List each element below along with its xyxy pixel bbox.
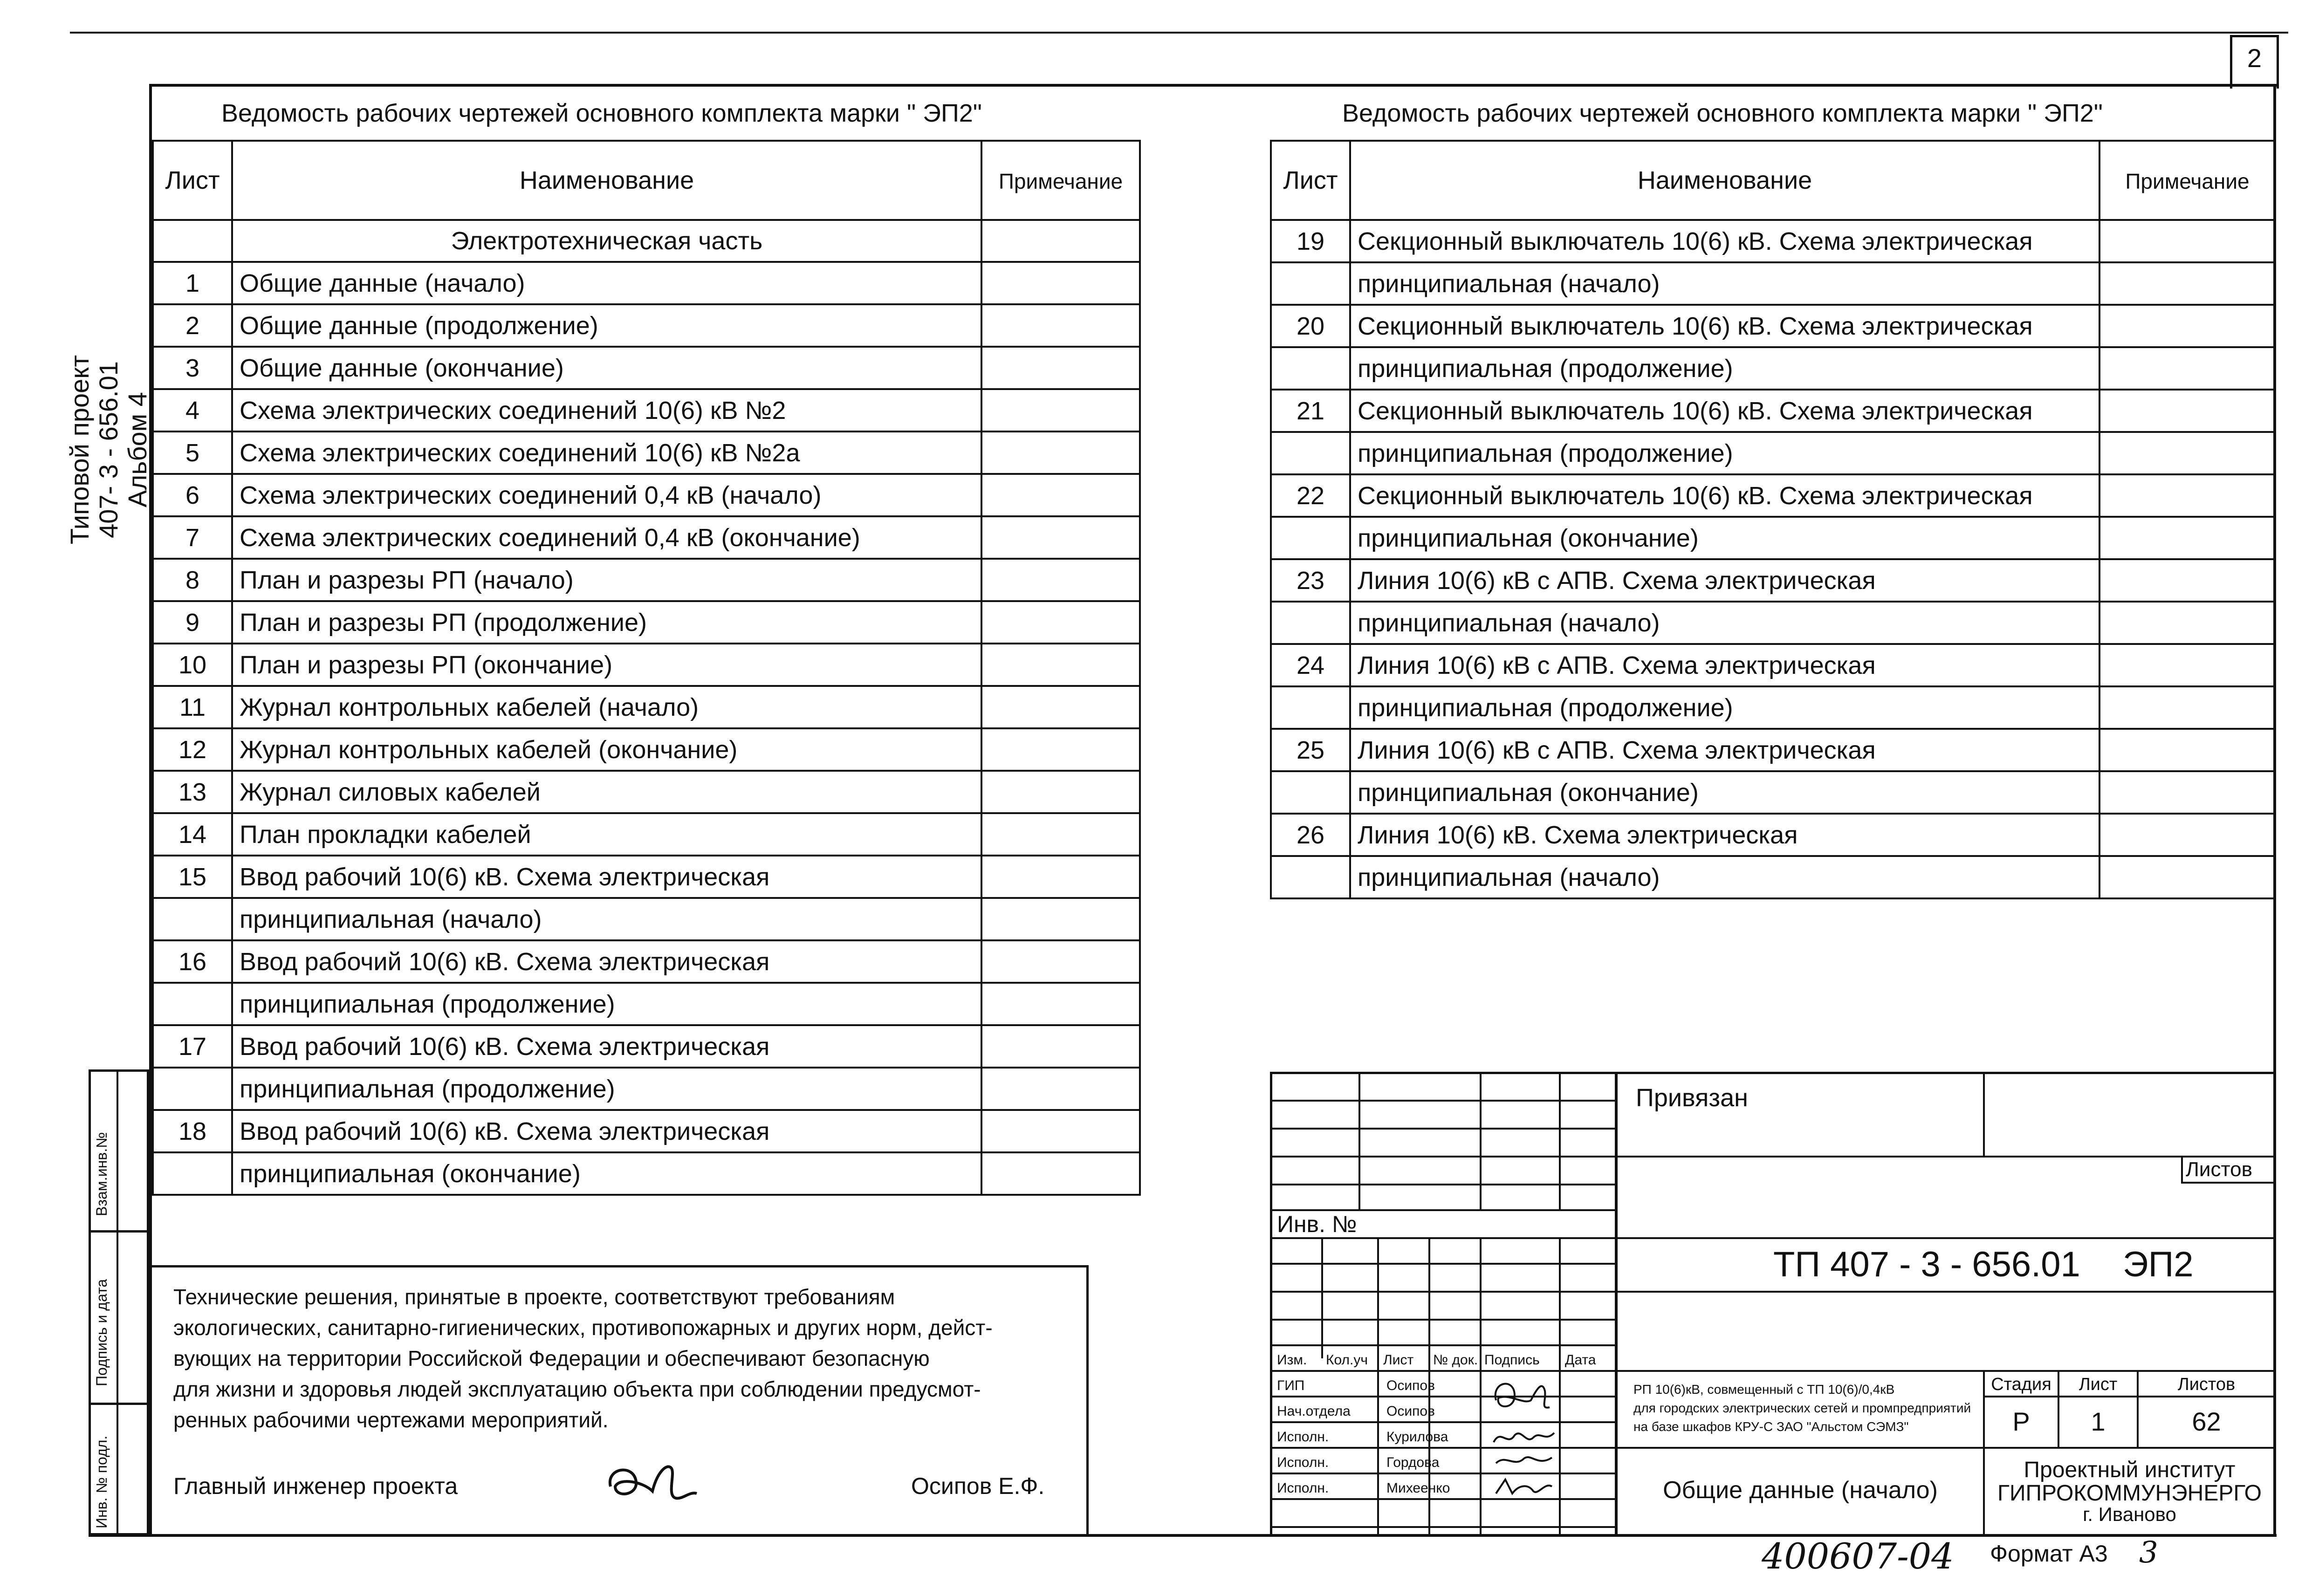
right-table-sheet-cell <box>1271 771 1350 814</box>
left-table-row <box>153 1068 1140 1110</box>
right-table-note-cell <box>2099 262 2275 305</box>
left-table-note-cell <box>981 516 1140 559</box>
right-table-note-cell <box>2099 729 2275 771</box>
tb-r-h-3 <box>1615 1291 2274 1293</box>
tb-role-3: Исполн. <box>1277 1429 1329 1445</box>
left-table-name-cell: Схема электрических соединений 10(6) кВ №2а <box>232 432 981 474</box>
tb-r-h-stage <box>1983 1396 2274 1397</box>
left-table-row <box>153 813 1140 856</box>
tb-v-a <box>1358 1072 1360 1209</box>
right-table-sheet-cell: 25 <box>1271 729 1350 771</box>
left-table-note-cell <box>981 771 1140 813</box>
left-table-row <box>153 686 1140 728</box>
left-table-note-cell <box>981 304 1140 347</box>
tb-org-line-3: г. Иваново <box>2083 1503 2176 1525</box>
tb-r-h-2 <box>1615 1237 2274 1239</box>
statement-text <box>173 1281 993 1435</box>
left-stamp-sep-2 <box>89 1403 149 1405</box>
left-table-sheet-cell <box>153 1068 232 1110</box>
left-table-sheet-cell: 8 <box>153 559 232 601</box>
left-table-note-cell <box>981 389 1140 432</box>
tb-signature-2 <box>1489 1426 1559 1449</box>
left-table-sheet-cell: 7 <box>153 516 232 559</box>
tb-h-3 <box>1270 1156 1615 1158</box>
right-table-note-cell <box>2099 474 2275 517</box>
left-table-name-cell: принципиальная (продолжение) <box>232 983 981 1025</box>
right-table-name-cell: принципиальная (начало) <box>1350 262 2099 305</box>
tb-sheet-value: 1 <box>2091 1407 2106 1436</box>
right-drawings-table <box>1270 140 2276 899</box>
left-table-sheet-cell <box>153 983 232 1025</box>
right-table-sheet-cell: 20 <box>1271 305 1350 347</box>
right-table-name-cell: Секционный выключатель 10(6) кВ. Схема электрическая <box>1350 220 2099 262</box>
tb-doc-code: ТП 407 - 3 - 656.01 <box>1773 1245 2080 1284</box>
left-table-note-cell <box>981 983 1140 1025</box>
right-table-row <box>1271 771 2275 814</box>
left-table-sheet-cell: 13 <box>153 771 232 813</box>
tb-h-12 <box>1270 1396 1615 1397</box>
tb-h-11 <box>1270 1370 1615 1372</box>
tb-r-h-4 <box>1615 1370 2274 1372</box>
tb-listov-top-label: Листов <box>2186 1158 2252 1181</box>
left-table-note-cell <box>981 813 1140 856</box>
tb-sheet-label: Лист <box>2079 1375 2118 1394</box>
stamp-label-signature-date: Подпись и дата <box>93 1279 110 1386</box>
left-table-row <box>153 262 1140 304</box>
left-table-row <box>153 474 1140 516</box>
tb-col-change: Изм. <box>1277 1352 1307 1368</box>
tb-name-2: Осипов <box>1386 1404 1435 1419</box>
left-table-row <box>153 1025 1140 1068</box>
left-table-note-cell <box>981 856 1140 898</box>
left-table-note-cell <box>981 940 1140 983</box>
left-table-sheet-cell: 16 <box>153 940 232 983</box>
tb-org-line-2: ГИПРОКОММУНЭНЕРГО <box>1997 1481 2262 1506</box>
right-table-row <box>1271 686 2275 729</box>
left-table-note-cell <box>981 898 1140 940</box>
right-table-name-cell: Линия 10(6) кВ с АПВ. Схема электрическая <box>1350 559 2099 602</box>
left-table-row <box>153 559 1140 601</box>
tb-role-4: Исполн. <box>1277 1455 1329 1470</box>
left-stamp-sep-1 <box>89 1230 149 1233</box>
tb-name-4: Гордова <box>1386 1455 1440 1470</box>
left-table-name-cell: Схема электрических соединений 0,4 кВ (начало) <box>232 474 981 516</box>
tb-r-v-1 <box>1983 1072 1985 1156</box>
left-table-sheet-cell: 15 <box>153 856 232 898</box>
left-table-note-cell <box>981 1152 1140 1195</box>
tb-h-14 <box>1270 1447 1615 1449</box>
tb-v-d <box>1321 1237 1323 1358</box>
left-table-name-cell: Ввод рабочий 10(6) кВ. Схема электрическая <box>232 856 981 898</box>
tb-col-doc: № док. <box>1433 1352 1478 1368</box>
right-table-sheet-cell <box>1271 602 1350 644</box>
right-table-name-cell: Линия 10(6) кВ. Схема электрическая <box>1350 814 2099 856</box>
left-table-sheet-cell: 1 <box>153 262 232 304</box>
left-table-name-cell: Общие данные (начало) <box>232 262 981 304</box>
left-table-note-cell <box>981 347 1140 389</box>
tb-stage-value: Р <box>2012 1407 2030 1436</box>
tb-name-3: Курилова <box>1386 1429 1448 1445</box>
right-table-name-cell: Секционный выключатель 10(6) кВ. Схема электрическая <box>1350 305 2099 347</box>
right-table-note-cell <box>2099 220 2275 262</box>
tb-v-b <box>1480 1072 1482 1209</box>
footer-handwritten-code: 400607-04 <box>1762 1535 1954 1577</box>
left-header-name: Наименование <box>232 141 981 220</box>
left-table-name-cell: Ввод рабочий 10(6) кВ. Схема электрическая <box>232 1110 981 1152</box>
statement-line-3: вующих на территории Российской Федерации и обеспечивают безопасную <box>173 1346 930 1370</box>
right-table-name-cell: Секционный выключатель 10(6) кВ. Схема электрическая <box>1350 390 2099 432</box>
tb-sheets-value: 62 <box>2192 1407 2221 1436</box>
top-border-line <box>70 32 2288 34</box>
right-table-sheet-cell <box>1271 262 1350 305</box>
tb-name-5: Михеенко <box>1386 1480 1450 1496</box>
right-table-note-cell <box>2099 856 2275 898</box>
right-table-title: Ведомость рабочих чертежей основного комплекта марки " ЭП2" <box>1342 99 2103 127</box>
right-table-sheet-cell: 21 <box>1271 390 1350 432</box>
tb-col-sign: Подпись <box>1484 1352 1540 1368</box>
right-table-name-cell: Линия 10(6) кВ с АПВ. Схема электрическая <box>1350 729 2099 771</box>
tb-r-h-5 <box>1615 1447 2274 1449</box>
left-table-row <box>153 856 1140 898</box>
tb-v-c <box>1559 1072 1561 1209</box>
right-table-row <box>1271 347 2275 390</box>
left-table-note-cell <box>981 686 1140 728</box>
tb-h-13 <box>1270 1421 1615 1423</box>
tb-object-line-3: на базе шкафов КРУ-С ЗАО "Альстом СЭМЗ" <box>1633 1419 1909 1434</box>
left-table-note-cell <box>981 1068 1140 1110</box>
left-table-note-cell <box>981 601 1140 644</box>
left-drawings-table <box>152 140 1141 1196</box>
right-table-name-cell: Секционный выключатель 10(6) кВ. Схема электрическая <box>1350 474 2099 517</box>
tb-role-5: Исполн. <box>1277 1480 1329 1496</box>
tb-name-1: Осипов <box>1386 1378 1435 1393</box>
tb-v-h <box>1559 1237 1561 1535</box>
right-table-sheet-cell <box>1271 856 1350 898</box>
stamp-label-original-inv: Инв. № подл. <box>93 1435 110 1528</box>
tb-doc-mark: ЭП2 <box>2123 1245 2194 1284</box>
left-header-note: Примечание <box>981 141 1140 220</box>
right-table-row <box>1271 814 2275 856</box>
footer-format-label: Формат А3 <box>1990 1541 2108 1567</box>
right-header-note: Примечание <box>2099 141 2275 220</box>
right-table-sheet-cell: 24 <box>1271 644 1350 686</box>
left-table-name-cell: Общие данные (окончание) <box>232 347 981 389</box>
right-table-sheet-cell: 23 <box>1271 559 1350 602</box>
right-table-row <box>1271 474 2275 517</box>
right-table-row <box>1271 729 2275 771</box>
left-table-sheet-cell: 5 <box>153 432 232 474</box>
right-table-note-cell <box>2099 390 2275 432</box>
left-table-name-cell: Журнал контрольных кабелей (начало) <box>232 686 981 728</box>
left-section-sheet <box>153 220 232 262</box>
left-table-name-cell: Общие данные (продолжение) <box>232 304 981 347</box>
tb-signature-4 <box>1491 1475 1557 1498</box>
right-table-row <box>1271 559 2275 602</box>
statement-line-1: Технические решения, принятые в проекте, соответствуют требованиям <box>173 1285 895 1309</box>
left-table-sheet-cell <box>153 898 232 940</box>
right-table-note-cell <box>2099 644 2275 686</box>
right-table-name-cell: принципиальная (продолжение) <box>1350 432 2099 474</box>
left-table-row <box>153 1152 1140 1195</box>
left-table-row <box>153 601 1140 644</box>
right-table-name-cell: принципиальная (продолжение) <box>1350 686 2099 729</box>
right-table-sheet-cell <box>1271 517 1350 559</box>
left-table-row <box>153 304 1140 347</box>
left-table-sheet-cell: 2 <box>153 304 232 347</box>
sheet-number: 2 <box>2247 43 2262 73</box>
tb-object-line-2: для городских электрических сетей и промпредприятий <box>1633 1401 1971 1415</box>
left-table-note-cell <box>981 559 1140 601</box>
left-table-name-cell: План и разрезы РП (продолжение) <box>232 601 981 644</box>
statement-line-2: экологических, санитарно-гигиенических, противопожарных и других норм, дейст- <box>173 1315 993 1340</box>
right-table-sheet-cell <box>1271 686 1350 729</box>
left-header-sheet: Лист <box>153 141 232 220</box>
right-table-row <box>1271 644 2275 686</box>
left-table-row <box>153 728 1140 771</box>
right-table-row <box>1271 220 2275 262</box>
tb-h-4 <box>1270 1184 1615 1185</box>
left-table-title: Ведомость рабочих чертежей основного комплекта марки " ЭП2" <box>221 99 982 127</box>
left-table-sheet-cell: 6 <box>153 474 232 516</box>
left-table-row <box>153 516 1140 559</box>
tb-role-2: Нач.отдела <box>1277 1404 1351 1419</box>
right-table-note-cell <box>2099 686 2275 729</box>
right-table-note-cell <box>2099 347 2275 390</box>
left-table-name-cell: Журнал контрольных кабелей (окончание) <box>232 728 981 771</box>
right-table-row <box>1271 305 2275 347</box>
right-table-row <box>1271 390 2275 432</box>
right-table-note-cell <box>2099 432 2275 474</box>
left-table-sheet-cell: 11 <box>153 686 232 728</box>
left-table-sheet-cell: 17 <box>153 1025 232 1068</box>
tb-h-17 <box>1270 1526 1615 1528</box>
tb-v-main <box>1615 1072 1618 1535</box>
left-table-note-cell <box>981 1110 1140 1152</box>
left-table-note-cell <box>981 474 1140 516</box>
right-table-name-cell: принципиальная (начало) <box>1350 856 2099 898</box>
left-table-sheet-cell: 18 <box>153 1110 232 1152</box>
tb-signature-1 <box>1487 1372 1557 1424</box>
tb-organization <box>1985 1459 2274 1524</box>
tb-col-date: Дата <box>1565 1352 1596 1368</box>
tb-h-2 <box>1270 1128 1615 1130</box>
right-table-name-cell: принципиальная (продолжение) <box>1350 347 2099 390</box>
left-table-sheet-cell: 10 <box>153 644 232 686</box>
right-table-note-cell <box>2099 771 2275 814</box>
chief-engineer-name: Осипов Е.Ф. <box>911 1473 1045 1499</box>
statement-line-4: для жизни и здоровья людей эксплуатацию объекта при соблюдении предусмот- <box>173 1377 981 1401</box>
tb-h-15 <box>1270 1473 1615 1474</box>
tb-inv-label: Инв. № <box>1277 1211 1357 1237</box>
left-table-row <box>153 983 1140 1025</box>
right-table-row <box>1271 432 2275 474</box>
left-table-note-cell <box>981 432 1140 474</box>
left-table-row <box>153 940 1140 983</box>
tb-org-line-1: Проектный институт <box>2024 1458 2236 1482</box>
left-table-name-cell: Журнал силовых кабелей <box>232 771 981 813</box>
right-table-row <box>1271 602 2275 644</box>
right-table-sheet-cell <box>1271 347 1350 390</box>
left-table-row <box>153 347 1140 389</box>
right-table-name-cell: принципиальная (начало) <box>1350 602 2099 644</box>
right-table-note-cell <box>2099 602 2275 644</box>
left-table-sheet-cell: 14 <box>153 813 232 856</box>
left-table-row <box>153 644 1140 686</box>
left-table-name-cell: План и разрезы РП (начало) <box>232 559 981 601</box>
left-table-name-cell: План прокладки кабелей <box>232 813 981 856</box>
statement-line-5: ренных рабочими чертежами мероприятий. <box>173 1408 609 1432</box>
right-table-row <box>1271 856 2275 898</box>
right-table-sheet-cell: 22 <box>1271 474 1350 517</box>
left-table-row <box>153 389 1140 432</box>
left-table-sheet-cell: 4 <box>153 389 232 432</box>
left-table-name-cell: принципиальная (начало) <box>232 898 981 940</box>
left-table-row <box>153 1110 1140 1152</box>
left-table-note-cell <box>981 728 1140 771</box>
chief-signature <box>601 1454 704 1510</box>
right-table-name-cell: Линия 10(6) кВ с АПВ. Схема электрическая <box>1350 644 2099 686</box>
footer-format-number: 3 <box>2139 1535 2158 1570</box>
tb-signature-3 <box>1491 1449 1557 1473</box>
left-table-row <box>153 898 1140 940</box>
left-table-row <box>153 771 1140 813</box>
right-table-row <box>1271 262 2275 305</box>
left-table-name-cell: Схема электрических соединений 0,4 кВ (окончание) <box>232 516 981 559</box>
left-table-note-cell <box>981 644 1140 686</box>
left-section-note <box>981 220 1140 262</box>
left-section-title: Электротехническая часть <box>232 220 981 262</box>
left-table-name-cell: Ввод рабочий 10(6) кВ. Схема электрическая <box>232 1025 981 1068</box>
right-header-sheet: Лист <box>1271 141 1350 220</box>
right-table-name-cell: принципиальная (окончание) <box>1350 517 2099 559</box>
frame-top <box>149 84 2277 87</box>
chief-engineer-label: Главный инженер проекта <box>173 1473 458 1499</box>
left-table-sheet-cell: 9 <box>153 601 232 644</box>
stamp-label-replaced-inv: Взам.инв.№ <box>93 1132 110 1216</box>
left-table-sheet-cell: 3 <box>153 347 232 389</box>
left-table-name-cell: Ввод рабочий 10(6) кВ. Схема электрическая <box>232 940 981 983</box>
tb-object-line-1: РП 10(6)кВ, совмещенный с ТП 10(6)/0,4кВ <box>1633 1382 1895 1397</box>
tb-object-description <box>1633 1380 1971 1436</box>
tb-h-1 <box>1270 1100 1615 1102</box>
tb-col-qty: Кол.уч <box>1326 1352 1368 1368</box>
tb-sheet-title: Общие данные (начало) <box>1663 1477 1938 1504</box>
side-project-label: Типовой проект 407- 3 - 656.01 Альбом 4 <box>65 355 152 545</box>
right-table-sheet-cell: 26 <box>1271 814 1350 856</box>
left-table-name-cell: принципиальная (окончание) <box>232 1152 981 1195</box>
left-table-sheet-cell: 12 <box>153 728 232 771</box>
left-table-name-cell: Схема электрических соединений 10(6) кВ №2 <box>232 389 981 432</box>
right-table-note-cell <box>2099 305 2275 347</box>
left-stamp-strip-divider <box>117 1069 118 1535</box>
right-table-sheet-cell: 19 <box>1271 220 1350 262</box>
left-table-sheet-cell <box>153 1152 232 1195</box>
tb-stage-label: Стадия <box>1991 1375 2051 1394</box>
tb-v-e <box>1377 1237 1379 1535</box>
right-table-note-cell <box>2099 814 2275 856</box>
right-table-row <box>1271 517 2275 559</box>
left-table-row <box>153 432 1140 474</box>
tb-col-sheet: Лист <box>1383 1352 1414 1368</box>
tb-v-g <box>1480 1237 1482 1535</box>
tb-sheets-label: Листов <box>2177 1375 2236 1394</box>
right-header-name: Наименование <box>1350 141 2099 220</box>
right-table-note-cell <box>2099 517 2275 559</box>
right-table-sheet-cell <box>1271 432 1350 474</box>
tb-h-16 <box>1270 1498 1615 1500</box>
tb-bound-label: Привязан <box>1636 1084 1748 1112</box>
tb-r-h-1 <box>1615 1156 2274 1158</box>
left-table-note-cell <box>981 262 1140 304</box>
left-table-name-cell: принципиальная (продолжение) <box>232 1068 981 1110</box>
right-table-note-cell <box>2099 559 2275 602</box>
left-table-note-cell <box>981 1025 1140 1068</box>
tb-role-1: ГИП <box>1277 1378 1305 1393</box>
left-table-name-cell: План и разрезы РП (окончание) <box>232 644 981 686</box>
right-table-name-cell: принципиальная (окончание) <box>1350 771 2099 814</box>
